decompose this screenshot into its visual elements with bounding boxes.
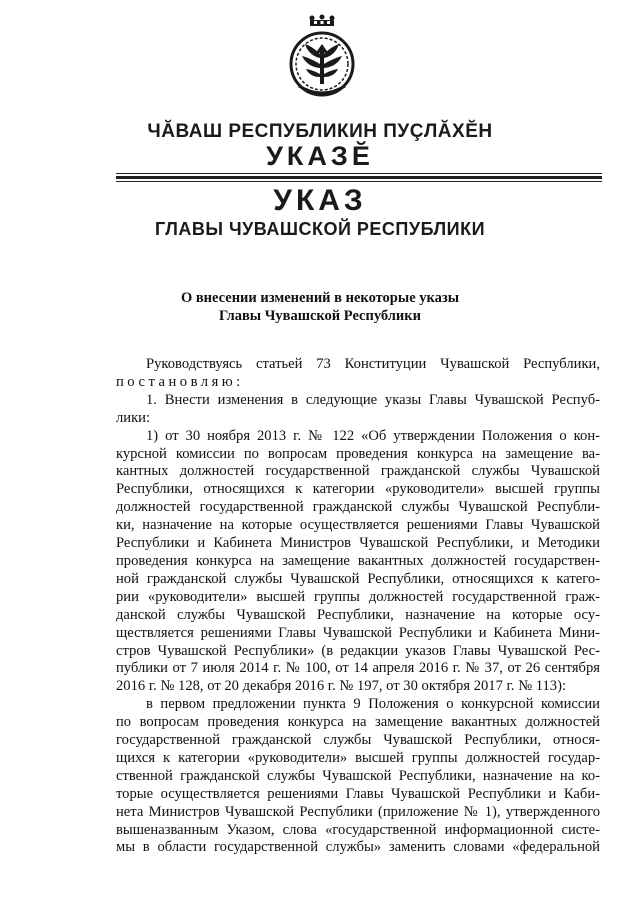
header-chuvash-authority: ЧĂВАШ РЕСПУБЛИКИН ПУÇЛĂХĔН <box>147 121 493 142</box>
body-line: ственной гражданской службы Чувашской Республики, назначение на ко- <box>116 767 600 784</box>
body-line: в первом предложении пункта 9 Положения о конкурсной комиссии <box>146 696 600 713</box>
body-line: 2016 г. № 128, от 20 декабря 2016 г. № 197, от 30 октября 2017 г. № 113): <box>116 678 567 695</box>
body-line: стров Чувашской Республики» (в редакции указов Главы Чувашской Рес- <box>116 642 600 659</box>
document-title <box>0 289 640 325</box>
body-line: нета Министров Чувашской Республики (приложение № 1), утвержденного <box>116 803 600 820</box>
body-line: мы в области государственной службы» заменить словами «федеральной <box>116 839 600 856</box>
document-body <box>116 356 600 857</box>
header-divider-thick <box>116 176 602 179</box>
body-line: Республики и Кабинета Министров Чувашской Республики, и Методики <box>116 535 600 552</box>
body-line: 1. Внести изменения в следующие указы Главы Чувашской Респуб- <box>146 391 600 408</box>
body-line: щихся к категории «руководители» высшей группы должностей государ- <box>116 749 600 766</box>
body-line: Руководствуясь статьей 73 Конституции Чувашской Республики, <box>146 356 600 372</box>
header-divider-top <box>116 173 602 174</box>
body-line: ки, назначение на которые осуществляется решениями Главы Чувашской <box>116 517 600 534</box>
body-line: вышеназванным Указом, слова «государственной информационной систе- <box>116 821 600 838</box>
body-line: 1) от 30 ноября 2013 г. № 122 «Об утверждении Положения о кон- <box>146 427 600 444</box>
body-line: ной гражданской службы Чувашской Республики, относящихся к катего- <box>116 570 600 587</box>
body-line: публики от 7 июля 2014 г. № 100, от 14 апреля 2016 г. № 37, от 26 сентября <box>116 660 600 677</box>
body-line: по вопросам проведения конкурса на замещение вакантных должностей <box>116 714 600 731</box>
body-line: Республики, относящихся к категории «руководители» высшей группы <box>116 481 600 498</box>
body-line: данской службы Чувашской Республики, назначение на которые осу- <box>116 606 600 623</box>
body-line: должностей государственной гражданской службы Чувашской Республи- <box>116 499 600 516</box>
header-russian-authority: ГЛАВЫ ЧУВАШСКОЙ РЕСПУБЛИКИ <box>154 219 486 239</box>
document-title-line: Главы Чувашской Республики <box>218 308 421 324</box>
header-divider-bottom <box>116 181 602 182</box>
decree-word: постановляю: <box>116 373 244 390</box>
body-line: курсной комиссии по вопросам проведения конкурса на замещение ва- <box>116 445 600 462</box>
body-line: рии «руководители» высшей группы должностей государственной граж- <box>116 588 600 605</box>
crown-icon <box>310 15 335 27</box>
header-russian-decree: УКАЗ <box>273 184 367 217</box>
body-line: проведения конкурса на замещение вакантных должностей государствен- <box>116 552 600 569</box>
tree-of-life-icon <box>302 44 342 84</box>
body-line: государственной гражданской службы Чувашской Республики, относя- <box>116 732 600 749</box>
coat-of-arms-emblem <box>285 14 359 98</box>
body-line: торые осуществляется решениями Главы Чувашской Республики и Каби- <box>116 785 600 802</box>
body-line: ществляется решениями Главы Чувашской Республики и Кабинета Мини- <box>116 624 600 641</box>
document-title-line: О внесении изменений в некоторые указы <box>180 290 460 306</box>
body-line: кантных должностей государственной гражданской службы Чувашской <box>116 463 600 480</box>
header-chuvash-decree: УКАЗĔ <box>266 141 374 171</box>
body-line: лики: <box>116 409 151 426</box>
